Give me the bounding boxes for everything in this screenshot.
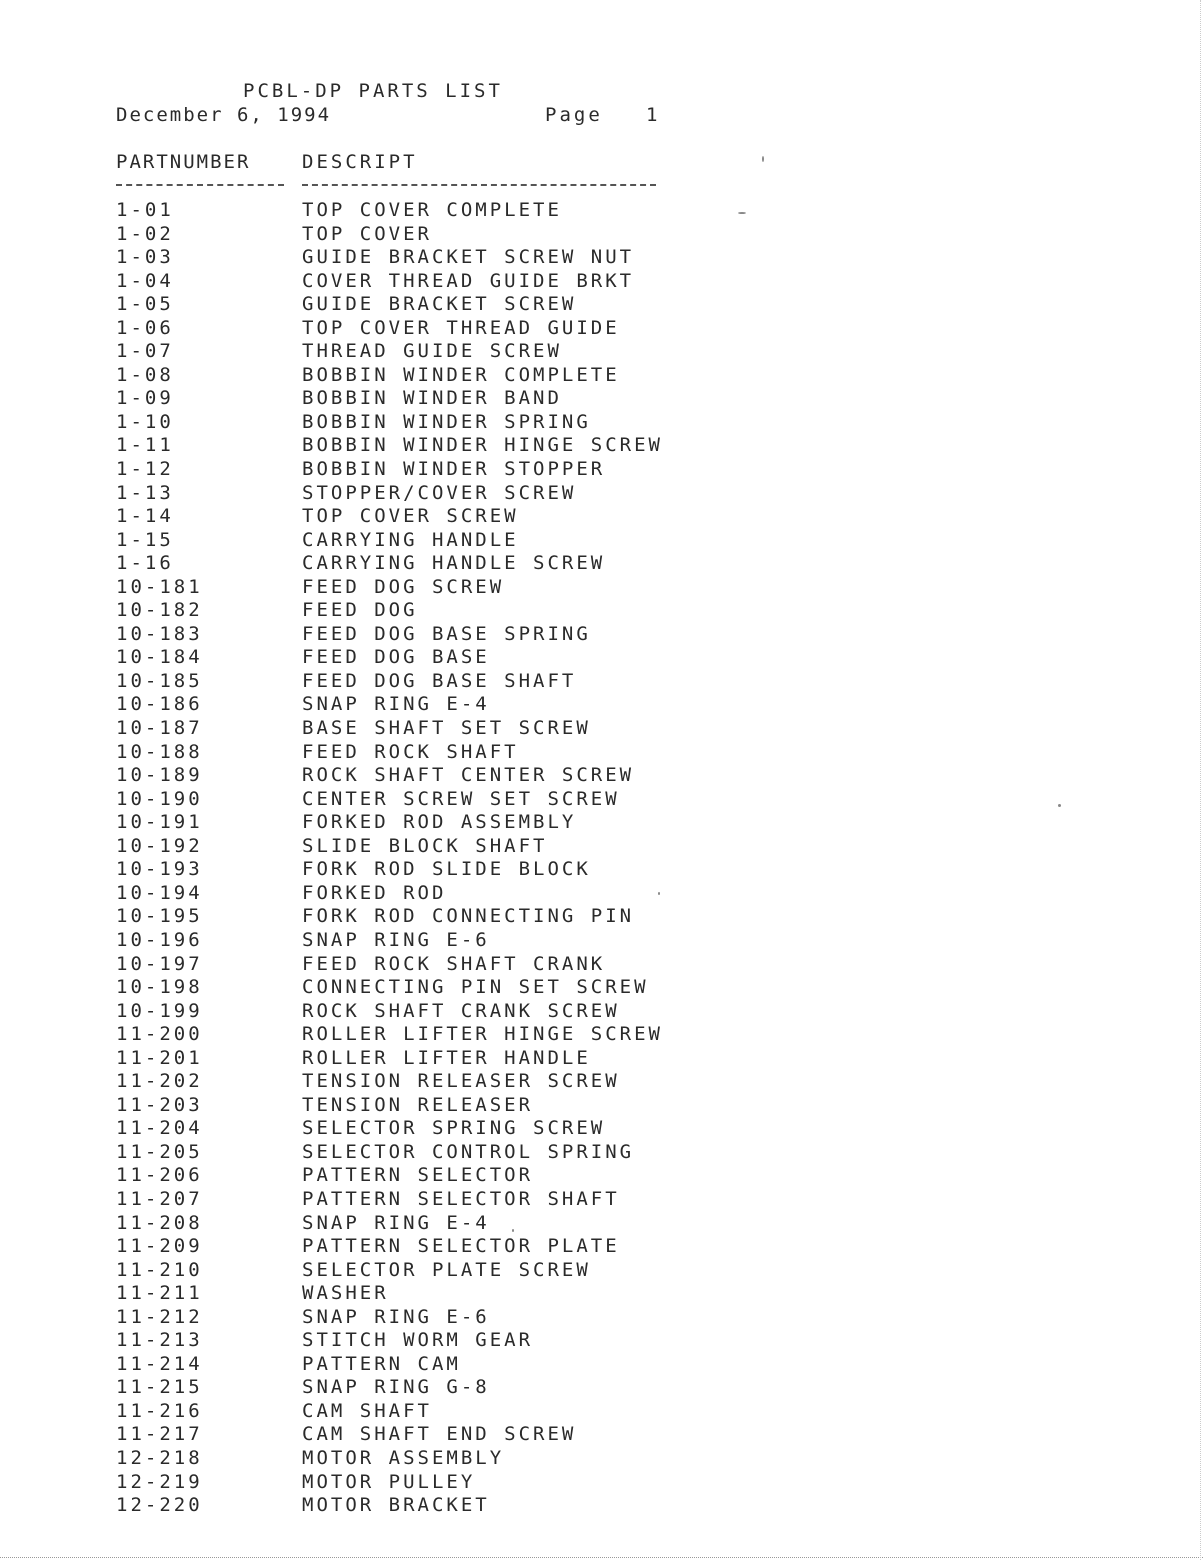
document-date: December 6, 1994 — [116, 104, 332, 126]
part-description: PATTERN SELECTOR SHAFT — [302, 1187, 620, 1210]
table-row — [0, 1235, 1203, 1259]
part-description: ROLLER LIFTER HINGE SCREW — [302, 1023, 663, 1046]
table-row — [0, 1306, 1203, 1330]
part-description: TOP COVER COMPLETE — [302, 199, 562, 221]
table-row — [0, 1047, 1203, 1071]
table-row — [0, 529, 1203, 553]
part-description: TOP COVER — [302, 222, 432, 245]
part-description: CAM SHAFT — [302, 1399, 432, 1422]
part-description: SNAP RING E-6 — [302, 1305, 490, 1328]
part-number: 11-217 — [116, 1423, 203, 1446]
partnumber-underline — [116, 184, 284, 186]
part-description: FEED ROCK SHAFT CRANK — [302, 952, 606, 975]
part-number: 1-09 — [116, 387, 174, 410]
table-row — [0, 693, 1203, 717]
part-number: 11-216 — [116, 1399, 203, 1422]
part-number: 10-186 — [116, 693, 203, 716]
part-description: SELECTOR SPRING SCREW — [302, 1117, 606, 1140]
table-row — [0, 1023, 1203, 1047]
part-number: 1-11 — [116, 434, 174, 457]
scan-speck — [762, 156, 764, 162]
part-number: 10-196 — [116, 928, 203, 951]
part-number: 11-213 — [116, 1329, 203, 1352]
scan-edge-right — [1200, 0, 1201, 1560]
table-row — [0, 246, 1203, 270]
part-number: 10-194 — [116, 881, 203, 904]
part-number: 1-07 — [116, 340, 174, 363]
part-description: CENTER SCREW SET SCREW — [302, 787, 620, 810]
table-row — [0, 741, 1203, 765]
part-description: BOBBIN WINDER SPRING — [302, 410, 591, 433]
scan-speck — [658, 892, 660, 895]
part-number: 11-202 — [116, 1070, 203, 1093]
part-number: 10-193 — [116, 858, 203, 881]
table-row — [0, 1164, 1203, 1188]
part-description: BOBBIN WINDER BAND — [302, 387, 562, 410]
part-number: 10-199 — [116, 999, 203, 1022]
part-number: 1-05 — [116, 293, 174, 316]
scan-edge-bottom — [0, 1557, 1203, 1558]
table-row — [0, 1494, 1203, 1518]
part-description: FORK ROD CONNECTING PIN — [302, 905, 635, 928]
table-row — [0, 387, 1203, 411]
part-number: 11-211 — [116, 1282, 203, 1305]
column-header-partnumber: PARTNUMBER — [116, 151, 251, 173]
part-description: SNAP RING G-8 — [302, 1376, 490, 1399]
part-description: PATTERN SELECTOR — [302, 1164, 534, 1187]
part-number: 12-219 — [116, 1470, 203, 1493]
part-description: SNAP RING E-4 — [302, 693, 490, 716]
table-row — [0, 293, 1203, 317]
part-number: 1-02 — [116, 222, 174, 245]
table-row — [0, 482, 1203, 506]
table-row — [0, 458, 1203, 482]
part-description: CAM SHAFT END SCREW — [302, 1423, 577, 1446]
table-row — [0, 1141, 1203, 1165]
part-number: 11-206 — [116, 1164, 203, 1187]
part-number: 11-212 — [116, 1305, 203, 1328]
table-row — [0, 1471, 1203, 1495]
table-row — [0, 552, 1203, 576]
part-description: FEED DOG SCREW — [302, 575, 505, 598]
part-number: 11-200 — [116, 1023, 203, 1046]
table-row — [0, 976, 1203, 1000]
part-description: STOPPER/COVER SCREW — [302, 481, 577, 504]
scan-speck — [512, 1229, 514, 1232]
table-row — [0, 505, 1203, 529]
part-number: 10-189 — [116, 764, 203, 787]
scan-speck — [738, 212, 746, 214]
part-number: 1-12 — [116, 458, 174, 481]
part-number: 10-188 — [116, 740, 203, 763]
part-number: 1-10 — [116, 410, 174, 433]
part-description: MOTOR PULLEY — [302, 1470, 476, 1493]
descript-underline — [302, 184, 656, 186]
table-row — [0, 434, 1203, 458]
part-description: MOTOR ASSEMBLY — [302, 1446, 505, 1469]
table-row — [0, 1070, 1203, 1094]
part-number: 1-04 — [116, 269, 174, 292]
part-description: SELECTOR CONTROL SPRING — [302, 1140, 635, 1163]
part-description: ROCK SHAFT CENTER SCREW — [302, 764, 635, 787]
table-row — [0, 905, 1203, 929]
part-description: FORKED ROD — [302, 881, 447, 904]
part-number: 11-203 — [116, 1093, 203, 1116]
table-row — [0, 1447, 1203, 1471]
part-description: STITCH WORM GEAR — [302, 1329, 534, 1352]
part-description: SELECTOR PLATE SCREW — [302, 1258, 591, 1281]
table-row — [0, 929, 1203, 953]
part-description: COVER THREAD GUIDE BRKT — [302, 269, 635, 292]
part-number: 1-06 — [116, 316, 174, 339]
table-row — [0, 953, 1203, 977]
part-description: ROCK SHAFT CRANK SCREW — [302, 999, 620, 1022]
part-number: 10-192 — [116, 834, 203, 857]
part-number: 11-207 — [116, 1187, 203, 1210]
page-label: Page — [545, 104, 603, 126]
part-description: TOP COVER SCREW — [302, 505, 519, 528]
part-number: 1-16 — [116, 552, 174, 575]
table-row — [0, 1212, 1203, 1236]
part-description: SNAP RING E-4 — [302, 1211, 490, 1234]
table-row — [0, 270, 1203, 294]
table-row — [0, 623, 1203, 647]
part-number: 11-214 — [116, 1352, 203, 1375]
part-number: 1-01 — [116, 199, 174, 221]
table-row — [0, 1376, 1203, 1400]
part-description: THREAD GUIDE SCREW — [302, 340, 562, 363]
part-description: BOBBIN WINDER STOPPER — [302, 458, 606, 481]
part-number: 10-195 — [116, 905, 203, 928]
table-row — [0, 811, 1203, 835]
table-row — [0, 788, 1203, 812]
part-description: TENSION RELEASER SCREW — [302, 1070, 620, 1093]
table-row — [0, 1400, 1203, 1424]
part-description: CARRYING HANDLE SCREW — [302, 552, 606, 575]
part-number: 10-191 — [116, 811, 203, 834]
part-number: 1-08 — [116, 363, 174, 386]
table-row — [0, 576, 1203, 600]
part-description: FEED DOG BASE — [302, 646, 490, 669]
table-row — [0, 882, 1203, 906]
part-number: 11-201 — [116, 1046, 203, 1069]
table-row — [0, 646, 1203, 670]
part-description: BASE SHAFT SET SCREW — [302, 717, 591, 740]
part-description: FEED DOG BASE SPRING — [302, 622, 591, 645]
part-number: 11-215 — [116, 1376, 203, 1399]
table-row — [0, 1000, 1203, 1024]
table-row — [0, 340, 1203, 364]
table-row — [0, 317, 1203, 341]
document-title: PCBL-DP PARTS LIST — [243, 80, 503, 102]
part-number: 10-183 — [116, 622, 203, 645]
part-description: SLIDE BLOCK SHAFT — [302, 834, 548, 857]
part-description: FEED DOG BASE SHAFT — [302, 669, 577, 692]
part-description: FEED ROCK SHAFT — [302, 740, 519, 763]
part-number: 11-210 — [116, 1258, 203, 1281]
table-row — [0, 670, 1203, 694]
part-number: 10-182 — [116, 599, 203, 622]
part-number: 12-220 — [116, 1494, 203, 1517]
part-number: 10-197 — [116, 952, 203, 975]
part-description: MOTOR BRACKET — [302, 1494, 490, 1517]
table-row — [0, 1423, 1203, 1447]
parts-list — [0, 199, 1203, 1518]
part-description: FEED DOG — [302, 599, 418, 622]
part-number: 1-03 — [116, 246, 174, 269]
part-number: 11-204 — [116, 1117, 203, 1140]
part-description: WASHER — [302, 1282, 389, 1305]
part-description: GUIDE BRACKET SCREW NUT — [302, 246, 635, 269]
column-header-descript: DESCRIPT — [302, 151, 418, 173]
part-description: ROLLER LIFTER HANDLE — [302, 1046, 591, 1069]
part-description: PATTERN SELECTOR PLATE — [302, 1235, 620, 1258]
part-number: 1-13 — [116, 481, 174, 504]
part-number: 10-181 — [116, 575, 203, 598]
part-description: BOBBIN WINDER HINGE SCREW — [302, 434, 663, 457]
part-number: 11-208 — [116, 1211, 203, 1234]
part-number: 12-218 — [116, 1446, 203, 1469]
table-row — [0, 1282, 1203, 1306]
table-row — [0, 1188, 1203, 1212]
page-number: 1 — [646, 104, 658, 126]
part-number: 10-185 — [116, 669, 203, 692]
table-row — [0, 1117, 1203, 1141]
table-row — [0, 1353, 1203, 1377]
part-number: 10-187 — [116, 717, 203, 740]
part-description: GUIDE BRACKET SCREW — [302, 293, 577, 316]
table-row — [0, 411, 1203, 435]
table-row — [0, 835, 1203, 859]
part-number: 10-198 — [116, 976, 203, 999]
part-number: 11-209 — [116, 1235, 203, 1258]
part-description: SNAP RING E-6 — [302, 928, 490, 951]
table-row — [0, 223, 1203, 247]
part-number: 10-184 — [116, 646, 203, 669]
part-description: CONNECTING PIN SET SCREW — [302, 976, 649, 999]
table-row — [0, 717, 1203, 741]
part-number: 11-205 — [116, 1140, 203, 1163]
part-number: 1-15 — [116, 528, 174, 551]
scan-speck — [1058, 804, 1061, 807]
table-row — [0, 1259, 1203, 1283]
part-description: PATTERN CAM — [302, 1352, 461, 1375]
table-row — [0, 199, 1203, 223]
table-row — [0, 364, 1203, 388]
part-description: FORKED ROD ASSEMBLY — [302, 811, 577, 834]
part-description: FORK ROD SLIDE BLOCK — [302, 858, 591, 881]
table-row — [0, 1094, 1203, 1118]
table-row — [0, 764, 1203, 788]
part-description: BOBBIN WINDER COMPLETE — [302, 363, 620, 386]
table-row — [0, 858, 1203, 882]
table-row — [0, 1329, 1203, 1353]
part-number: 10-190 — [116, 787, 203, 810]
part-number: 1-14 — [116, 505, 174, 528]
part-description: TOP COVER THREAD GUIDE — [302, 316, 620, 339]
part-description: TENSION RELEASER — [302, 1093, 534, 1116]
table-row — [0, 599, 1203, 623]
part-description: CARRYING HANDLE — [302, 528, 519, 551]
